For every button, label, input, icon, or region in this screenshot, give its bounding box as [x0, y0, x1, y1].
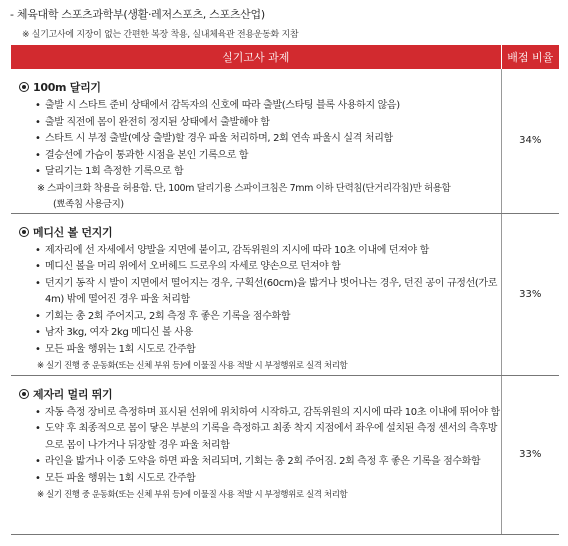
list-item: • 출발 직전에 몸이 완전히 정지된 상태에서 출발해야 함 — [35, 115, 501, 132]
task-cell — [11, 213, 501, 375]
weight-cell: 33% — [501, 375, 559, 534]
task-cell — [11, 69, 501, 213]
list-item: • 스타트 시 부정 출발(예상 출발)할 경우 파울 처리하며, 2회 연속 파울시 실격 처리함 — [35, 131, 501, 148]
weight-cell: 33% — [501, 213, 559, 375]
exam-table — [11, 45, 559, 535]
task-items — [19, 243, 501, 359]
table-row — [11, 375, 559, 534]
task-cell — [11, 375, 501, 534]
task-note: ※ 스파이크화 착용을 허용함. 단, 100m 달리기용 스파이크침은 7mm 이하 단력침(단거리각침)만 허용함 (뾰족침 사용금지) — [37, 182, 451, 210]
list-item: • 모든 파울 행위는 1회 시도로 간주함 — [35, 342, 501, 359]
task-title: 제자리 멀리 뛰기 — [19, 386, 501, 402]
list-item: • 달리기는 1회 측정한 기록으로 함 — [35, 164, 501, 181]
list-item: • 도약 후 최종적으로 몸이 닿은 부분의 기록을 측정하고 최종 착지 지점에서 좌우에 설치된 측정 센서의 측후방으로 몸이 나가거나 뒤장할 경우 파울 처리함 — [35, 421, 501, 454]
task-items — [19, 98, 501, 181]
table-row — [11, 69, 559, 213]
col-header-task: 실기고사 과제 — [11, 45, 501, 69]
list-item: • 결승선에 가슴이 통과한 시점을 본인 기록으로 함 — [35, 148, 501, 165]
list-item: • 던지기 동작 시 발이 지면에서 떨어지는 경우, 구획선(60cm)을 밟거나 벗어나는 경우, 던진 공이 규정선(가로 4m) 밖에 떨어진 경우 파울 처리함 — [35, 276, 501, 309]
task-items — [19, 405, 501, 488]
weight-cell: 34% — [501, 69, 559, 213]
list-item: • 남자 3kg, 여자 2kg 메디신 볼 사용 — [35, 325, 501, 342]
task-note: ※ 실기 진행 중 운동화(또는 신체 부위 등)에 이물질 사용 적발 시 부정행위로 실격 처리함 — [37, 361, 348, 371]
list-item: • 출발 시 스타트 준비 상태에서 감독자의 신호에 따라 출발(스타팅 블록 사용하지 않음) — [35, 98, 501, 115]
list-item: • 제자리에 선 자세에서 양발을 지면에 붙이고, 감독위원의 지시에 따라 10초 이내에 던져야 함 — [35, 243, 501, 260]
task-note: ※ 실기 진행 중 운동화(또는 신체 부위 등)에 이물질 사용 적발 시 부정행위로 실격 처리함 — [37, 490, 348, 500]
list-item: • 기회는 총 2회 주어지고, 2회 측정 후 좋은 기록을 점수화함 — [35, 309, 501, 326]
list-item: • 자동 측정 장비로 측정하며 표시된 선위에 위치하여 시작하고, 감독위원의 지시에 따라 10초 이내에 뛰어야 함 — [35, 405, 501, 422]
circle-bullet-icon — [19, 82, 29, 92]
task-title: 100m 달리기 — [19, 79, 501, 95]
page-title: - 체육대학 스포츠과학부(생활·레저스포츠, 스포츠산업) — [10, 8, 265, 21]
list-item: • 메디신 볼을 머리 위에서 오버헤드 드로우의 자세로 양손으로 던져야 함 — [35, 259, 501, 276]
col-header-weight: 배점 비율 — [501, 45, 559, 69]
task-title: 메디신 볼 던지기 — [19, 224, 501, 240]
list-item: • 모든 파울 행위는 1회 시도로 간주함 — [35, 471, 501, 488]
table-row — [11, 213, 559, 375]
circle-bullet-icon — [19, 389, 29, 399]
header-note: ※ 실기고사에 지장이 없는 간편한 복장 착용, 실내체육관 전용운동화 지참 — [22, 30, 299, 40]
table-header-row — [11, 45, 559, 69]
circle-bullet-icon — [19, 227, 29, 237]
list-item: • 라인을 밟거나 이중 도약을 하면 파울 처리되며, 기회는 총 2회 주어짐. 2회 측정 후 좋은 기록을 점수화함 — [35, 454, 501, 471]
